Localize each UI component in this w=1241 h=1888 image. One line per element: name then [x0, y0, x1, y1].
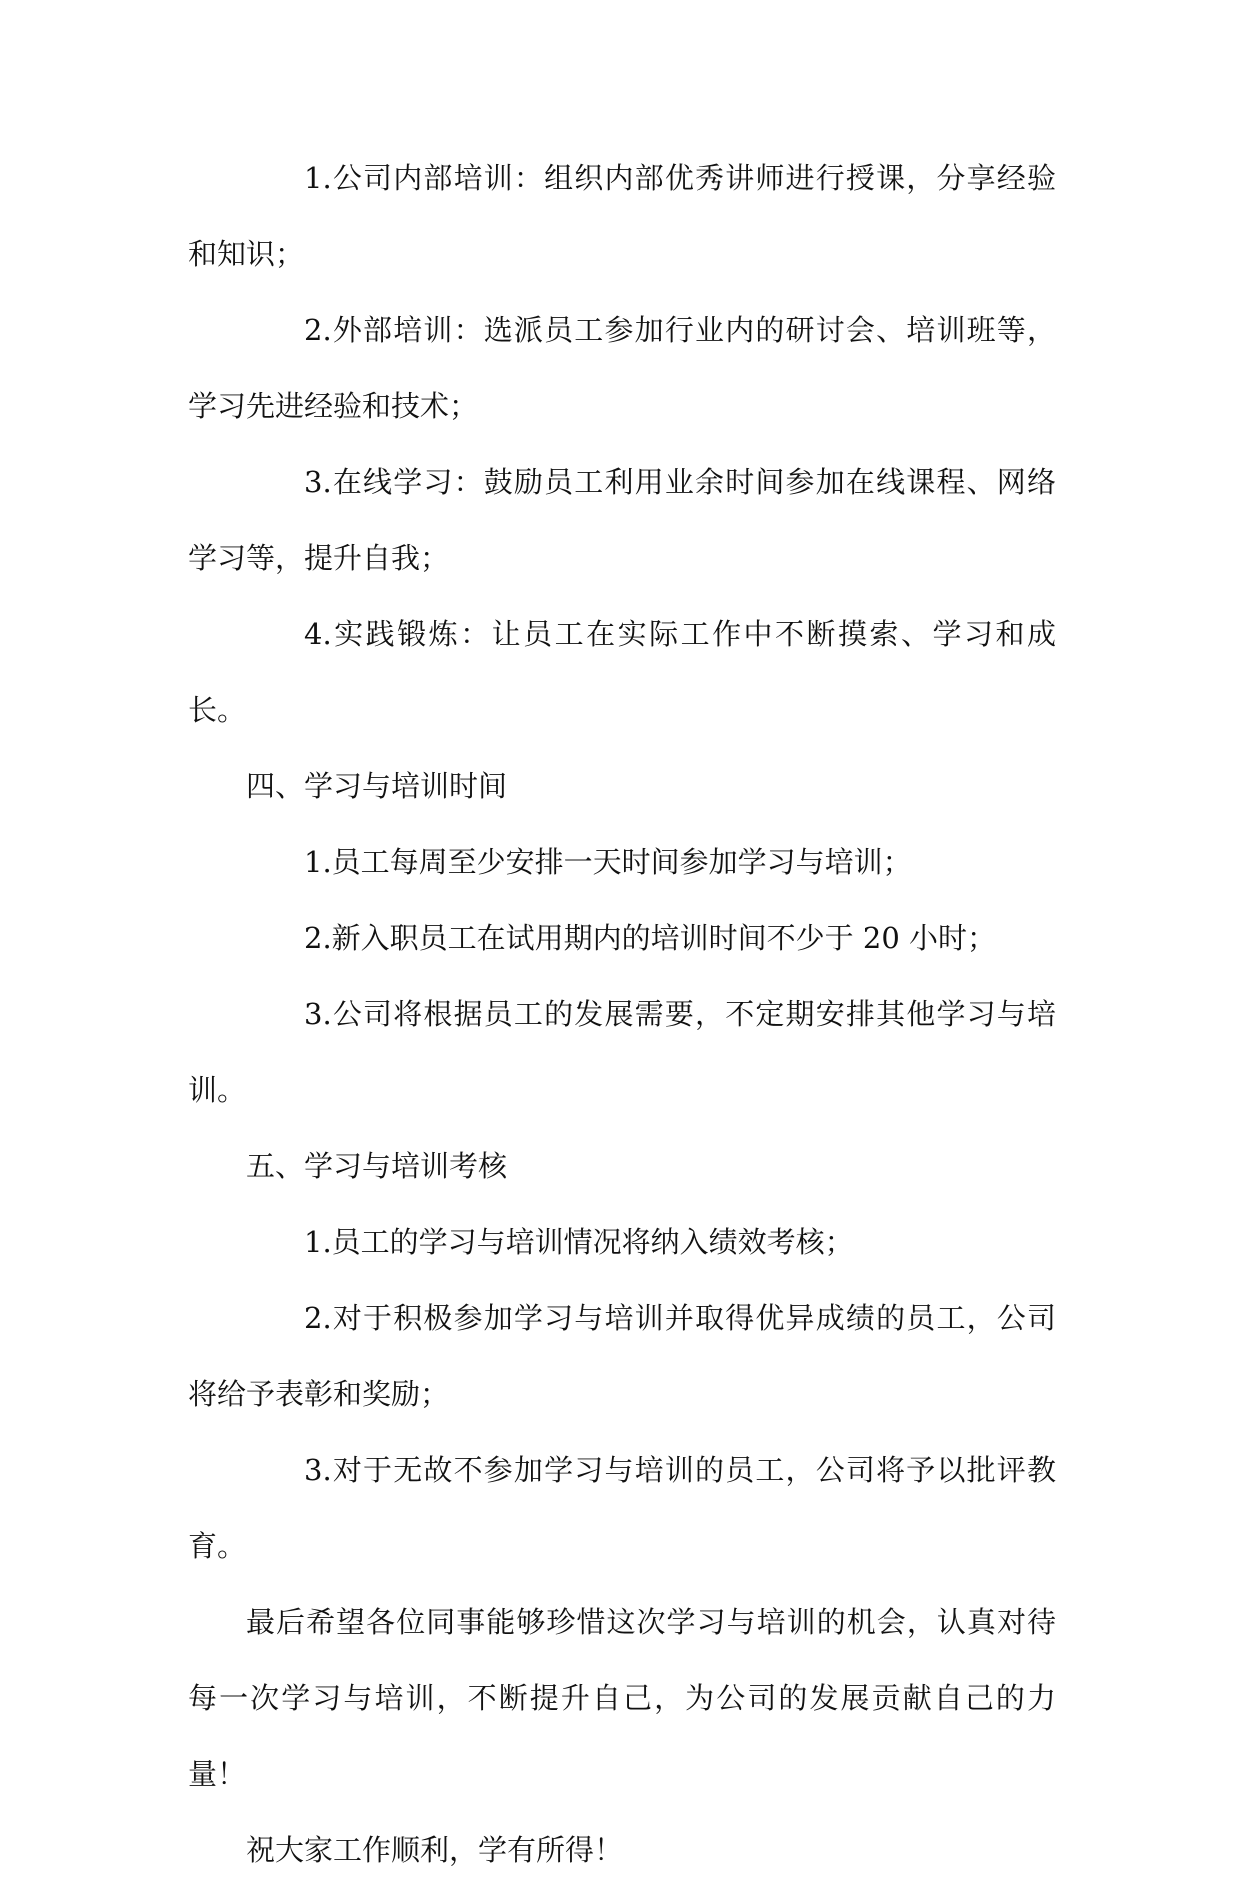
item-text: 公司内部培训：组织内部优秀讲师进行授课，分享经验和知识；: [188, 161, 1056, 271]
list-item-irregular-training: [188, 976, 1056, 1128]
heading-text: 四、学习与培训时间: [246, 769, 508, 803]
item-number: 3.: [304, 465, 332, 499]
item-number: 1.: [304, 161, 332, 195]
list-item-performance-review: [188, 1204, 1056, 1280]
list-item-weekly-training: [188, 824, 1056, 900]
document-body: [188, 140, 1056, 1888]
item-text: 对于无故不参加学习与培训的员工，公司将予以批评教育。: [188, 1453, 1056, 1563]
closing-text: 最后希望各位同事能够珍惜这次学习与培训的机会，认真对待每一次学习与培训，不断提升自己，为公司的发展贡献自己的力量！: [188, 1605, 1056, 1791]
wish-text: 祝大家工作顺利，学有所得！: [246, 1833, 624, 1867]
list-item-online-learning: [188, 444, 1056, 596]
item-text: 公司将根据员工的发展需要，不定期安排其他学习与培训。: [188, 997, 1056, 1107]
item-text: 外部培训：选派员工参加行业内的研讨会、培训班等，学习先进经验和技术；: [188, 313, 1056, 423]
item-text: 在线学习：鼓励员工利用业余时间参加在线课程、网络学习等，提升自我；: [188, 465, 1056, 575]
section-heading-training-time: [188, 748, 1056, 824]
section-heading-training-assessment: [188, 1128, 1056, 1204]
item-text: 员工每周至少安排一天时间参加学习与培训；: [331, 845, 912, 879]
item-text: 实践锻炼：让员工在实际工作中不断摸索、学习和成长。: [188, 617, 1056, 727]
list-item-rewards: [188, 1280, 1056, 1432]
list-item-criticism: [188, 1432, 1056, 1584]
list-item-practice: [188, 596, 1056, 748]
list-item-internal-training: [188, 140, 1056, 292]
closing-wish: [188, 1812, 1056, 1888]
heading-text: 五、学习与培训考核: [246, 1149, 508, 1183]
item-number: 2.: [304, 313, 332, 347]
closing-paragraph: [188, 1584, 1056, 1812]
item-text: 对于积极参加学习与培训并取得优异成绩的员工，公司将给予表彰和奖励；: [188, 1301, 1056, 1411]
item-text: 员工的学习与培训情况将纳入绩效考核；: [331, 1225, 854, 1259]
item-number: 2.: [304, 1301, 332, 1335]
list-item-new-hire-training: [188, 900, 1056, 976]
item-text: 新入职员工在试用期内的培训时间不少于 20 小时；: [331, 921, 997, 955]
item-number: 3.: [304, 997, 332, 1031]
item-number: 1.: [304, 1225, 332, 1259]
list-item-external-training: [188, 292, 1056, 444]
item-number: 2.: [304, 921, 332, 955]
item-number: 1.: [304, 845, 332, 879]
item-number: 3.: [304, 1453, 332, 1487]
item-number: 4.: [304, 617, 332, 651]
